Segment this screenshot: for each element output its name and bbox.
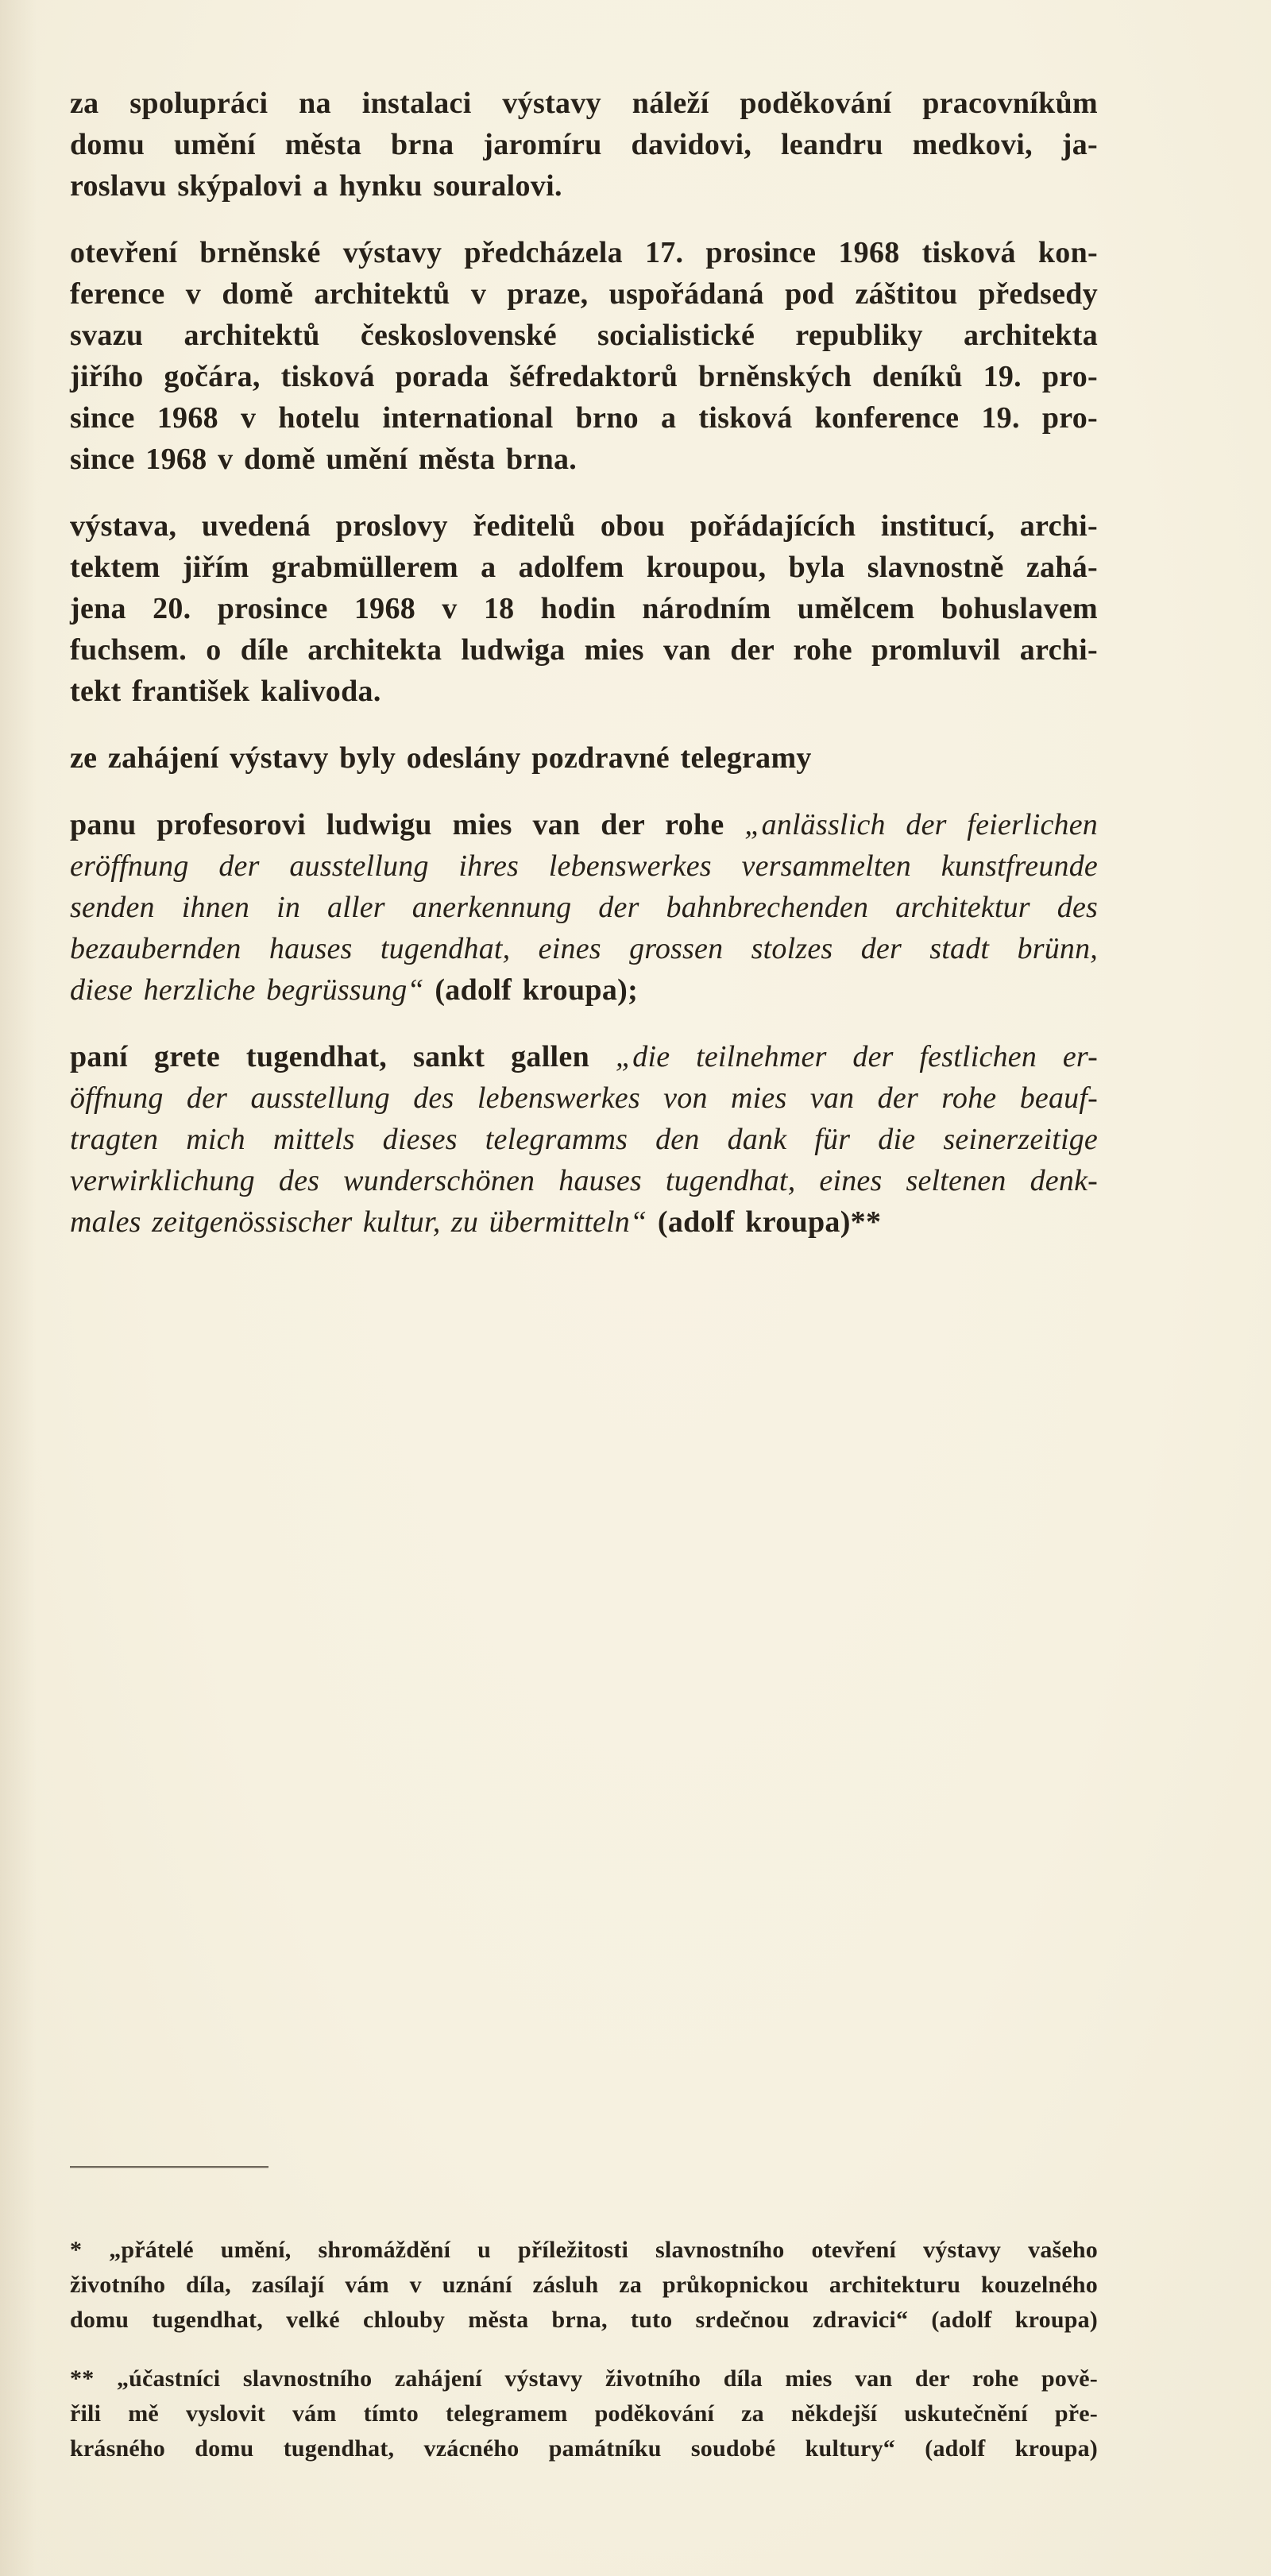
text-line: [70, 629, 1098, 671]
text-run: since 1968 v hotelu international brno a tisková konference 19. pro-: [70, 401, 1098, 435]
german-quote-run: verwirklichung des wunderschönen hauses tugendhat, eines seltenen denk-: [70, 1164, 1098, 1197]
footnote-line: [70, 2396, 1098, 2431]
text-run: ze zahájení výstavy byly odeslány pozdravné telegramy: [70, 741, 812, 775]
footnote-2: [70, 2361, 1098, 2466]
text-line: [70, 547, 1098, 588]
text-line: [70, 232, 1098, 273]
text-run: otevření brněnské výstavy předcházela 17. prosince 1968 tisková kon-: [70, 236, 1098, 269]
text-run: panu profesorovi ludwigu mies van der rohe: [70, 808, 745, 841]
text-line: [70, 737, 1098, 779]
text-line: [70, 1119, 1098, 1160]
text-run: paní grete tugendhat, sankt gallen: [70, 1040, 616, 1073]
footnote-line: [70, 2431, 1098, 2466]
text-run: (adolf kroupa);: [423, 973, 639, 1007]
text-run: ference v domě architektů v praze, uspořádaná pod záštitou předsedy: [70, 277, 1098, 311]
text-line: [70, 845, 1098, 887]
german-quote-run: „die teilnehmer der festlichen er-: [615, 1040, 1098, 1073]
german-quote-run: males zeitgenössischer kultur, zu übermitteln“: [70, 1205, 647, 1239]
text-line: [70, 969, 1098, 1011]
text-run: since 1968 v domě umění města brna.: [70, 443, 578, 476]
text-run: domu tugendhat, velké chlouby města brna, tuto srdečnou zdravici“ (adolf kroupa): [70, 2307, 1098, 2333]
text-line: [70, 124, 1098, 165]
text-line: [70, 315, 1098, 356]
paragraph-1: [70, 83, 1098, 207]
footnote-line: [70, 2233, 1098, 2268]
text-line: [70, 273, 1098, 315]
paragraph-3: [70, 505, 1098, 712]
text-line: [70, 397, 1098, 439]
footnotes-block: [70, 2233, 1098, 2466]
german-quote-run: senden ihnen in aller anerkennung der bahnbrechenden architektur des: [70, 891, 1098, 924]
text-run: jiřího gočára, tisková porada šéfredaktorů brněnských deníků 19. pro-: [70, 360, 1098, 393]
german-quote-run: „anlässlich der feierlichen: [744, 808, 1098, 841]
german-quote-run: diese herzliche begrüssung“: [70, 973, 424, 1007]
text-line: [70, 1077, 1098, 1119]
footnote-line: [70, 2303, 1098, 2338]
text-run: roslavu skýpalovi a hynku souralovi.: [70, 169, 562, 203]
footnote-line: [70, 2268, 1098, 2303]
text-run: domu umění města brna jaromíru davidovi, leandru medkovi, ja-: [70, 128, 1098, 161]
text-run: fuchsem. o díle architekta ludwiga mies van der rohe promluvil archi-: [70, 633, 1098, 667]
german-quote-run: tragten mich mittels dieses telegramms den dank für die seinerzeitige: [70, 1123, 1098, 1156]
text-line: [70, 356, 1098, 397]
text-run: jena 20. prosince 1968 v 18 hodin národním umělcem bohuslavem: [70, 592, 1098, 625]
paragraph-6: [70, 1036, 1098, 1243]
text-line: [70, 887, 1098, 928]
text-line: [70, 1201, 1098, 1243]
text-run: životního díla, zasílají vám v uznání zásluh za průkopnickou architekturu kouzelného: [70, 2272, 1098, 2298]
text-run: krásného domu tugendhat, vzácného památníku soudobé kultury“ (adolf kroupa): [70, 2435, 1098, 2462]
text-run: tekt františek kalivoda.: [70, 675, 381, 708]
text-line: [70, 505, 1098, 547]
text-run: výstava, uvedená proslovy ředitelů obou pořádajících institucí, archi-: [70, 509, 1098, 543]
text-line: [70, 1160, 1098, 1201]
paragraph-4: [70, 737, 1098, 779]
text-run: tektem jiřím grabmüllerem a adolfem kroupou, byla slavnostně zahá-: [70, 551, 1098, 584]
paragraph-5: [70, 804, 1098, 1011]
text-line: [70, 165, 1098, 207]
text-run: * „přátelé umění, shromáždění u příležitosti slavnostního otevření výstavy vašeho: [70, 2237, 1098, 2263]
footnote-rule: [70, 2166, 268, 2168]
text-line: [70, 83, 1098, 124]
text-run: (adolf kroupa)**: [647, 1205, 882, 1239]
text-run: svazu architektů československé socialistické republiky architekta: [70, 319, 1098, 352]
german-quote-run: öffnung der ausstellung des lebenswerkes von mies van der rohe beauf-: [70, 1081, 1098, 1115]
footnote-line: [70, 2361, 1098, 2396]
text-line: [70, 588, 1098, 629]
text-line: [70, 671, 1098, 712]
text-line: [70, 439, 1098, 480]
footnote-1: [70, 2233, 1098, 2338]
text-line: [70, 804, 1098, 845]
text-line: [70, 1036, 1098, 1077]
text-run: řili mě vyslovit vám tímto telegramem poděkování za někdejší uskutečnění pře-: [70, 2400, 1098, 2427]
text-line: [70, 928, 1098, 969]
german-quote-run: bezaubernden hauses tugendhat, eines grossen stolzes der stadt brünn,: [70, 932, 1098, 965]
german-quote-run: eröffnung der ausstellung ihres lebenswerkes versammelten kunstfreunde: [70, 849, 1098, 883]
main-text-block: [70, 83, 1098, 1243]
text-run: ** „účastníci slavnostního zahájení výstavy životního díla mies van der rohe pově-: [70, 2365, 1098, 2392]
text-run: za spolupráci na instalaci výstavy náleží poděkování pracovníkům: [70, 87, 1098, 120]
paragraph-2: [70, 232, 1098, 480]
